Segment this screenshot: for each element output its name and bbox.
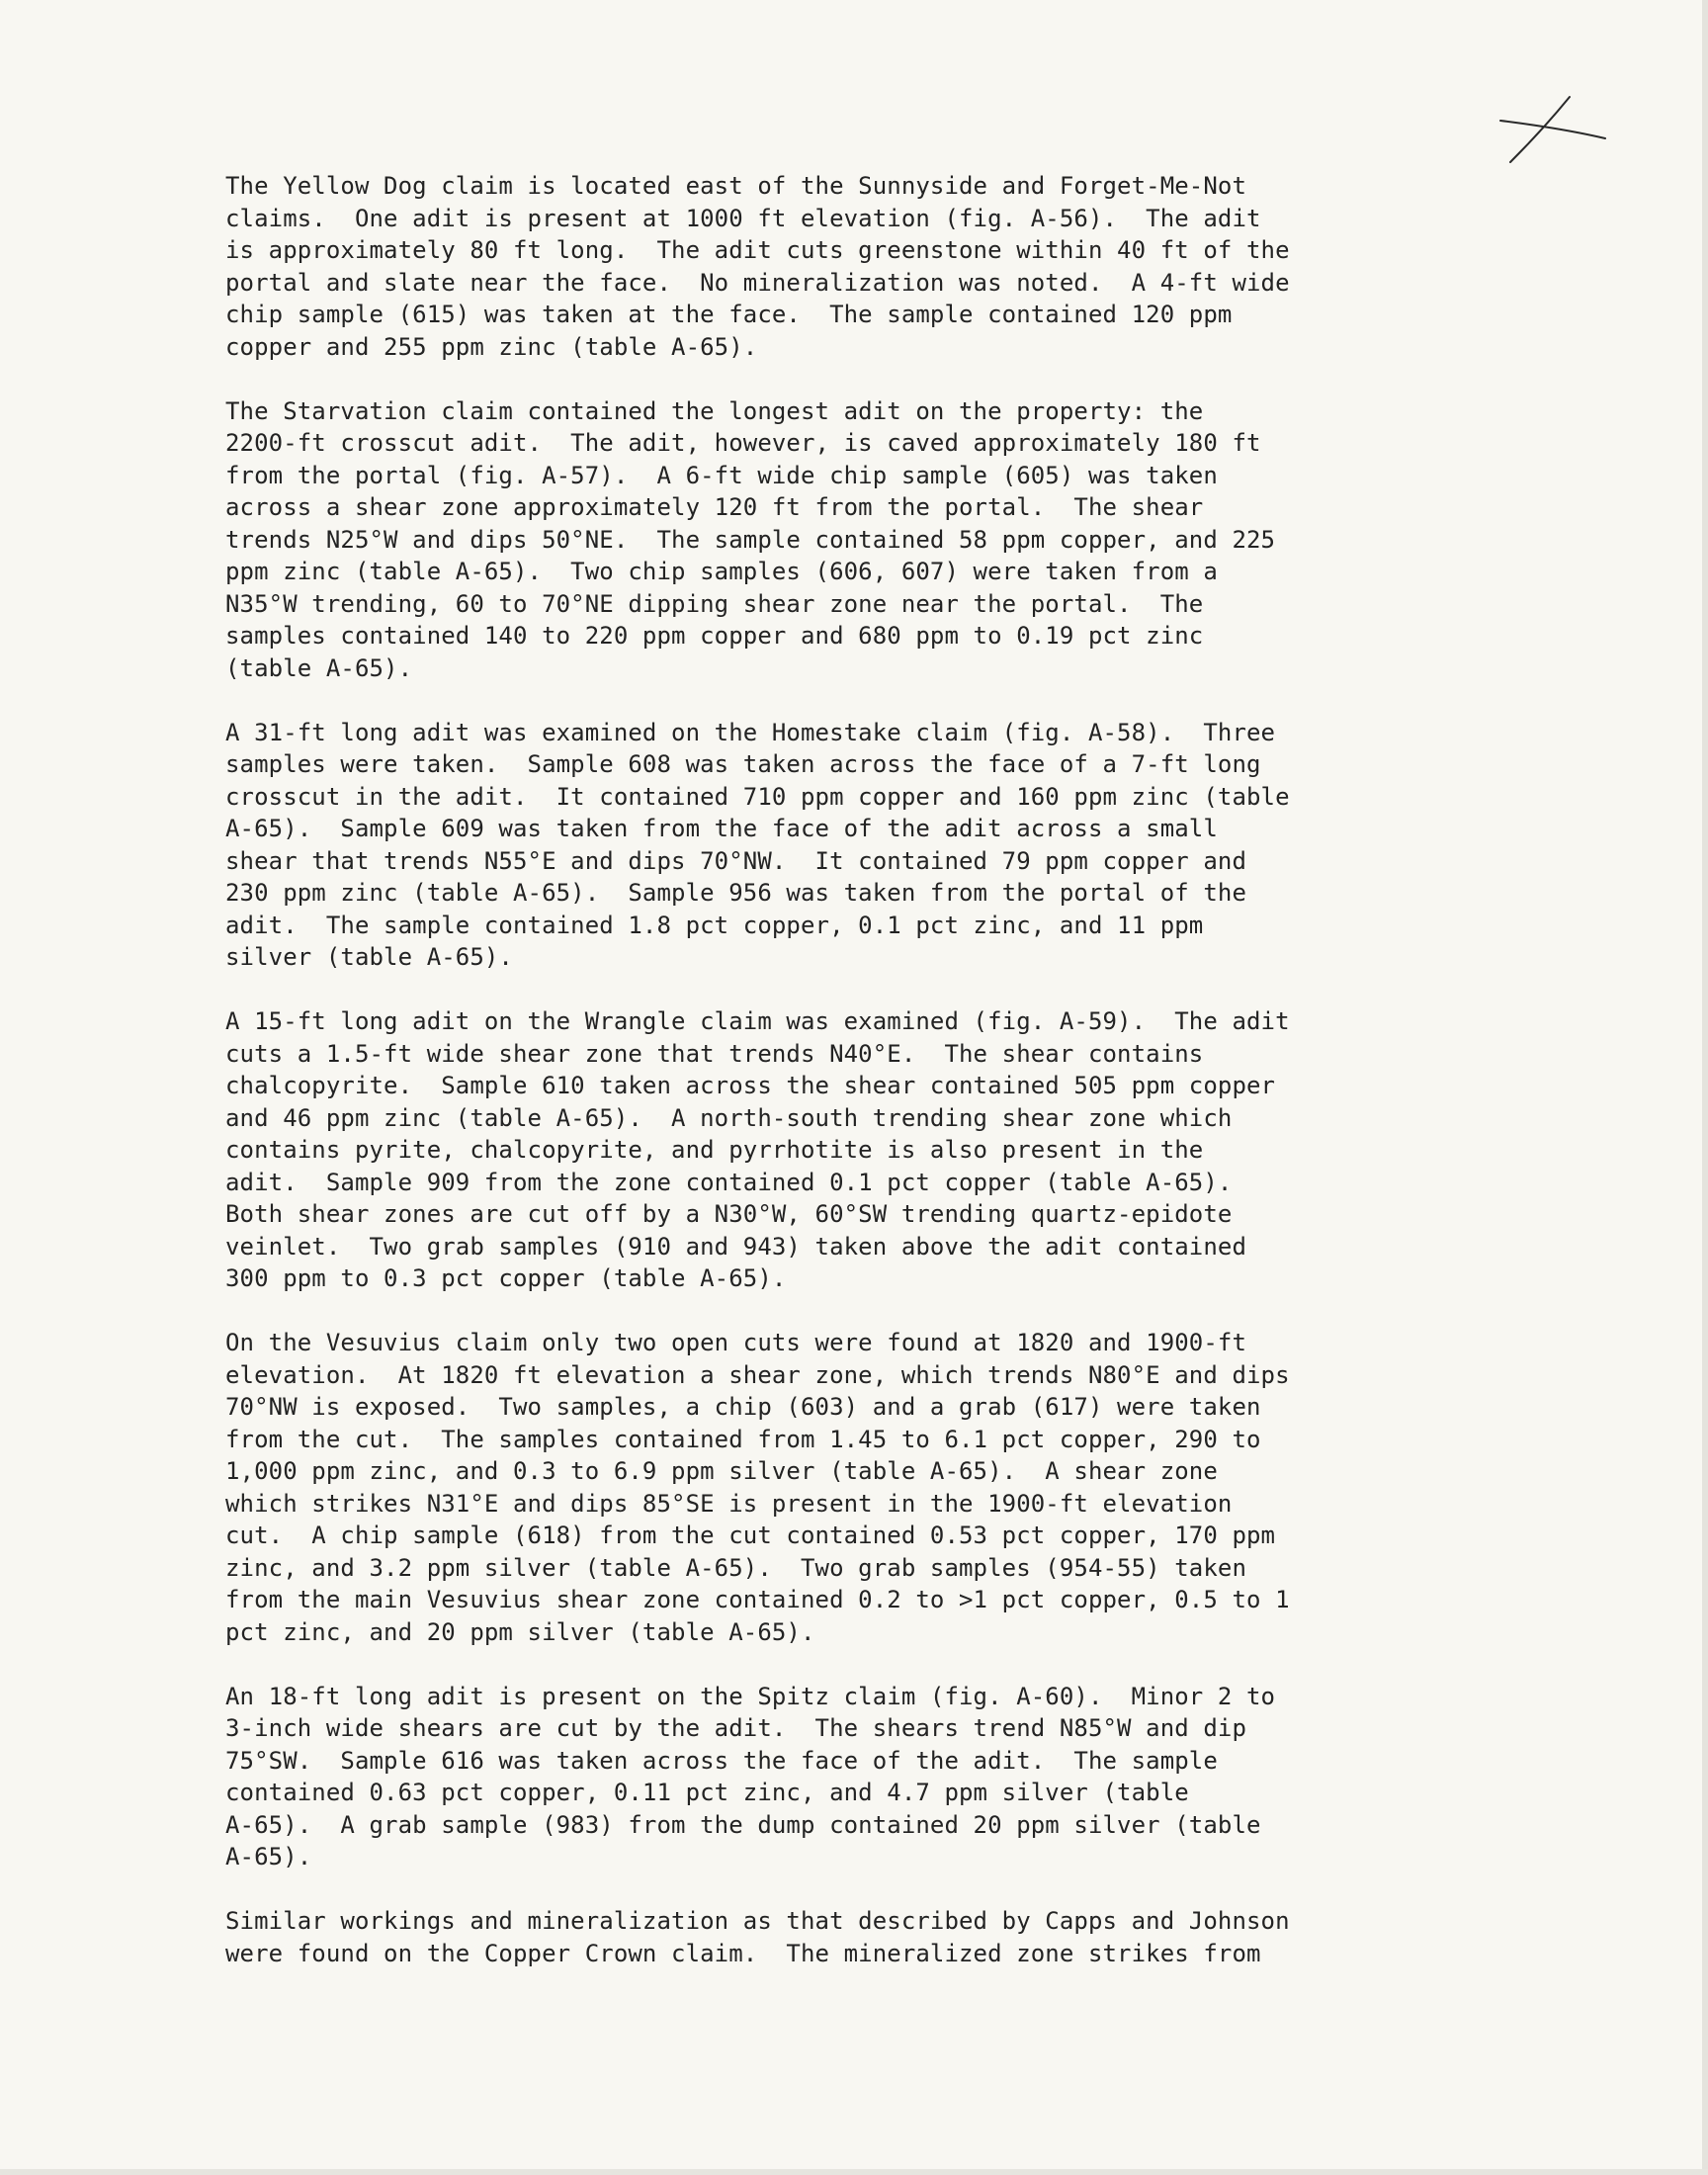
paragraph-copper-crown [225,1905,1510,1969]
text-line: trends N25°W and dips 50°NE. The sample contained 58 ppm copper, and 225 [225,525,1276,554]
text-line: contained 0.63 pct copper, 0.11 pct zinc, and 4.7 ppm silver (table [225,1779,1189,1806]
text-line: chalcopyrite. Sample 610 taken across the shear contained 505 ppm copper [225,1072,1276,1099]
text-line: Both shear zones are cut off by a N30°W, 60°SW trending quartz-epidote [225,1200,1233,1228]
text-line: A-65). A grab sample (983) from the dump contained 20 ppm silver (table [225,1810,1261,1839]
text-line: 3-inch wide shears are cut by the adit. The shears trend N85°W and dip [225,1714,1246,1742]
text-line: zinc, and 3.2 ppm silver (table A-65). Two grab samples (954-55) taken [225,1553,1246,1582]
text-line: 70°NW is exposed. Two samples, a chip (603) and a grab (617) were taken [225,1393,1261,1421]
text-line: is approximately 80 ft long. The adit cuts greenstone within 40 ft of the [225,236,1290,264]
text-line: shear that trends N55°E and dips 70°NW. It contained 79 ppm copper and [225,846,1246,875]
text-line: A 15-ft long adit on the Wrangle claim was examined (fig. A-59). The adit [225,1007,1290,1035]
text-line: contains pyrite, chalcopyrite, and pyrrhotite is also present in the [225,1136,1204,1164]
text-line: adit. The sample contained 1.8 pct copper, 0.1 pct zinc, and 11 ppm [225,911,1204,939]
text-line: claims. One adit is present at 1000 ft elevation (fig. A-56). The adit [225,204,1261,232]
text-line: 75°SW. Sample 616 was taken across the face of the adit. The sample [225,1746,1218,1775]
text-line: A 31-ft long adit was examined on the Homestake claim (fig. A-58). Three [225,718,1276,746]
page-edge [1702,0,1708,2175]
text-line: silver (table A-65). [225,943,513,971]
text-line: samples were taken. Sample 608 was taken across the face of a 7-ft long [225,750,1261,778]
paragraph-wrangle [225,1005,1510,1295]
text-line: veinlet. Two grab samples (910 and 943) taken above the adit contained [225,1232,1246,1261]
text-line: from the main Vesuvius shear zone contained 0.2 to >1 pct copper, 0.5 to 1 [225,1586,1290,1613]
page-edge [0,2169,1708,2175]
text-line: and 46 ppm zinc (table A-65). A north-south trending shear zone which [225,1103,1233,1132]
text-line: A-65). Sample 609 was taken from the face of the adit across a small [225,815,1218,842]
text-line: 1,000 ppm zinc, and 0.3 to 6.9 ppm silver (table A-65). A shear zone [225,1457,1218,1485]
text-line: 300 ppm to 0.3 pct copper (table A-65). [225,1264,787,1292]
text-line: crosscut in the adit. It contained 710 ppm copper and 160 ppm zinc (table [225,782,1290,811]
text-line: The Yellow Dog claim is located east of the Sunnyside and Forget-Me-Not [225,172,1246,200]
text-line: from the cut. The samples contained from 1.45 to 6.1 pct copper, 290 to [225,1425,1261,1453]
text-line: were found on the Copper Crown claim. The mineralized zone strikes from [225,1939,1261,1967]
paragraph-vesuvius [225,1327,1510,1648]
text-line: from the portal (fig. A-57). A 6-ft wide chip sample (605) was taken [225,461,1218,489]
text-line: samples contained 140 to 220 ppm copper and 680 ppm to 0.19 pct zinc [225,622,1204,650]
handwritten-x-mark [1493,89,1611,178]
text-line: An 18-ft long adit is present on the Spitz claim (fig. A-60). Minor 2 to [225,1682,1276,1710]
text-line: adit. Sample 909 from the zone contained 0.1 pct copper (table A-65). [225,1168,1233,1196]
text-line: elevation. At 1820 ft elevation a shear zone, which trends N80°E and dips [225,1360,1290,1389]
text-line: which strikes N31°E and dips 85°SE is present in the 1900-ft elevation [225,1489,1233,1518]
paragraph-yellow-dog [225,170,1510,363]
text-line: across a shear zone approximately 120 ft from the portal. The shear [225,493,1204,521]
text-line: N35°W trending, 60 to 70°NE dipping shear zone near the portal. The [225,589,1204,618]
text-line: 230 ppm zinc (table A-65). Sample 956 was taken from the portal of the [225,879,1246,907]
text-line: chip sample (615) was taken at the face. The sample contained 120 ppm [225,301,1233,328]
text-line: The Starvation claim contained the longest adit on the property: the [225,396,1204,425]
text-line: copper and 255 ppm zinc (table A-65). [225,332,758,361]
text-line: ppm zinc (table A-65). Two chip samples (606, 607) were taken from a [225,558,1218,585]
text-line: cuts a 1.5-ft wide shear zone that trends N40°E. The shear contains [225,1039,1204,1068]
paragraph-spitz [225,1681,1510,1873]
document-body [225,170,1510,2002]
text-line: cut. A chip sample (618) from the cut contained 0.53 pct copper, 170 ppm [225,1522,1276,1549]
text-line: (table A-65). [225,653,413,682]
text-line: pct zinc, and 20 ppm silver (table A-65). [225,1617,815,1646]
text-line: portal and slate near the face. No mineralization was noted. A 4-ft wide [225,268,1290,297]
text-line: 2200-ft crosscut adit. The adit, however, is caved approximately 180 ft [225,429,1261,457]
text-line: A-65). [225,1843,312,1870]
text-line: On the Vesuvius claim only two open cuts were found at 1820 and 1900-ft [225,1329,1246,1356]
paragraph-starvation [225,395,1510,685]
paragraph-homestake [225,717,1510,974]
text-line: Similar workings and mineralization as that described by Capps and Johnson [225,1907,1290,1935]
